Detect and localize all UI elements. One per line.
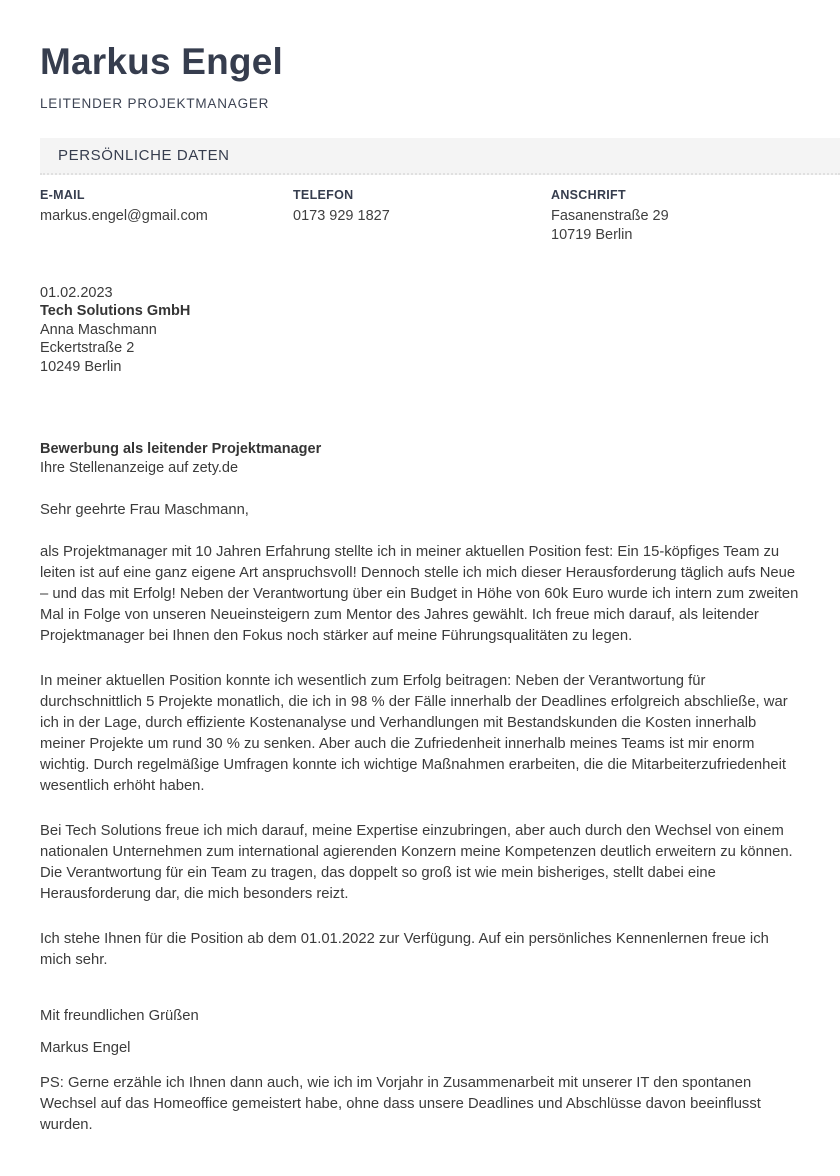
recipient-city: 10249 Berlin: [40, 358, 122, 375]
postscript: PS: Gerne erzähle ich Ihnen dann auch, wie ich im Vorjahr in Zusammenarbeit mit unserer IT den spontanen Wechsel auf das Homeoffice gemeistert habe, ohne dass unsere Deadlines und Abschlüsse davon beeinflusst wurden.: [40, 1075, 761, 1134]
address-street: Fasanenstraße 29: [551, 207, 669, 224]
contact-info-row: [40, 188, 800, 245]
email-value: markus.engel@gmail.com: [40, 207, 208, 224]
section-header-personal-data: [40, 138, 840, 175]
applicant-job-title: LEITENDER PROJEKTMANAGER: [40, 95, 270, 111]
letter-body: [40, 542, 802, 971]
recipient-company: Tech Solutions GmbH: [40, 303, 191, 320]
salutation: Sehr geehrte Frau Maschmann,: [40, 502, 249, 519]
subject-note: Ihre Stellenanzeige auf zety.de: [40, 459, 239, 476]
recipient-name: Anna Maschmann: [40, 321, 157, 338]
address-city: 10719 Berlin: [551, 226, 633, 243]
subject-line: Bewerbung als leitender Projektmanager: [40, 441, 322, 458]
address-label: ANSCHRIFT: [551, 187, 626, 202]
recipient-street: Eckertstraße 2: [40, 340, 135, 357]
closing-phrase: Mit freundlichen Grüßen: [40, 1008, 199, 1025]
applicant-name: Markus Engel: [40, 41, 283, 82]
contact-field-email: [40, 188, 293, 245]
contact-field-phone: [293, 188, 551, 245]
signature-name: Markus Engel: [40, 1040, 131, 1057]
subject-block: [40, 440, 800, 477]
phone-label: TELEFON: [293, 187, 354, 202]
paragraph-1: als Projektmanager mit 10 Jahren Erfahrung stellte ich in meiner aktuellen Position fest: Ein 15-köpfiges Team zu leiten ist auf eine ganz eigene Art anspruchsvoll! Dennoch stelle ich mich dieser Herausforderung täglich aufs Neue – und das mit Erfolg! Neben der Verantwortung über ein Budget in Höhe von 60k Euro wurde ich intern zum zweiten Mal in Folge von unseren Neueinsteigern zum Mentor des Jahres gewählt. Ich freue mich darauf, als leitender Projektmanager bei Ihnen den Fokus noch stärker auf meine Führungsqualitäten zu legen.: [40, 544, 799, 645]
phone-value: 0173 929 1827: [293, 207, 390, 224]
contact-field-address: [551, 188, 800, 245]
section-title: PERSÖNLICHE DATEN: [58, 146, 230, 164]
email-label: E-MAIL: [40, 187, 85, 202]
paragraph-3: Bei Tech Solutions freue ich mich darauf, meine Expertise einzubringen, aber auch durch den Wechsel von einem nationalen Unternehmen zum international agierenden Konzern meine Kompetenzen deutlich erweitern zu können. Die Verantwortung für ein Team zu tragen, das doppelt so groß ist wie mein bisheriges, stellt dabei eine Herausforderung dar, die mich besonders reizt.: [40, 823, 793, 903]
paragraph-4: Ich stehe Ihnen für die Position ab dem 01.01.2022 zur Verfügung. Auf ein persönliches Kennenlernen freue ich mich sehr.: [40, 931, 769, 969]
recipient-block: [40, 284, 800, 377]
paragraph-2: In meiner aktuellen Position konnte ich wesentlich zum Erfolg beitragen: Neben der Verantwortung für durchschnittlich 5 Projekte monatlich, die ich in 98 % der Fälle innerhalb der Deadlines erfolgreich abschließe, war ich in der Lage, durch effiziente Kostenanalyse und Verhandlungen mit Bestandskunden die Kosten innerhalb meiner Projekte um rund 30 % zu senken. Aber auch die Zufriedenheit innerhalb meines Teams ist mir enorm wichtig. Durch regelmäßige Umfragen konnte ich wichtige Maßnahmen erarbeiten, die die Mitarbeiterzufriedenheit wesentlich erhöht haben.: [40, 673, 788, 795]
letter-date: 01.02.2023: [40, 284, 113, 301]
